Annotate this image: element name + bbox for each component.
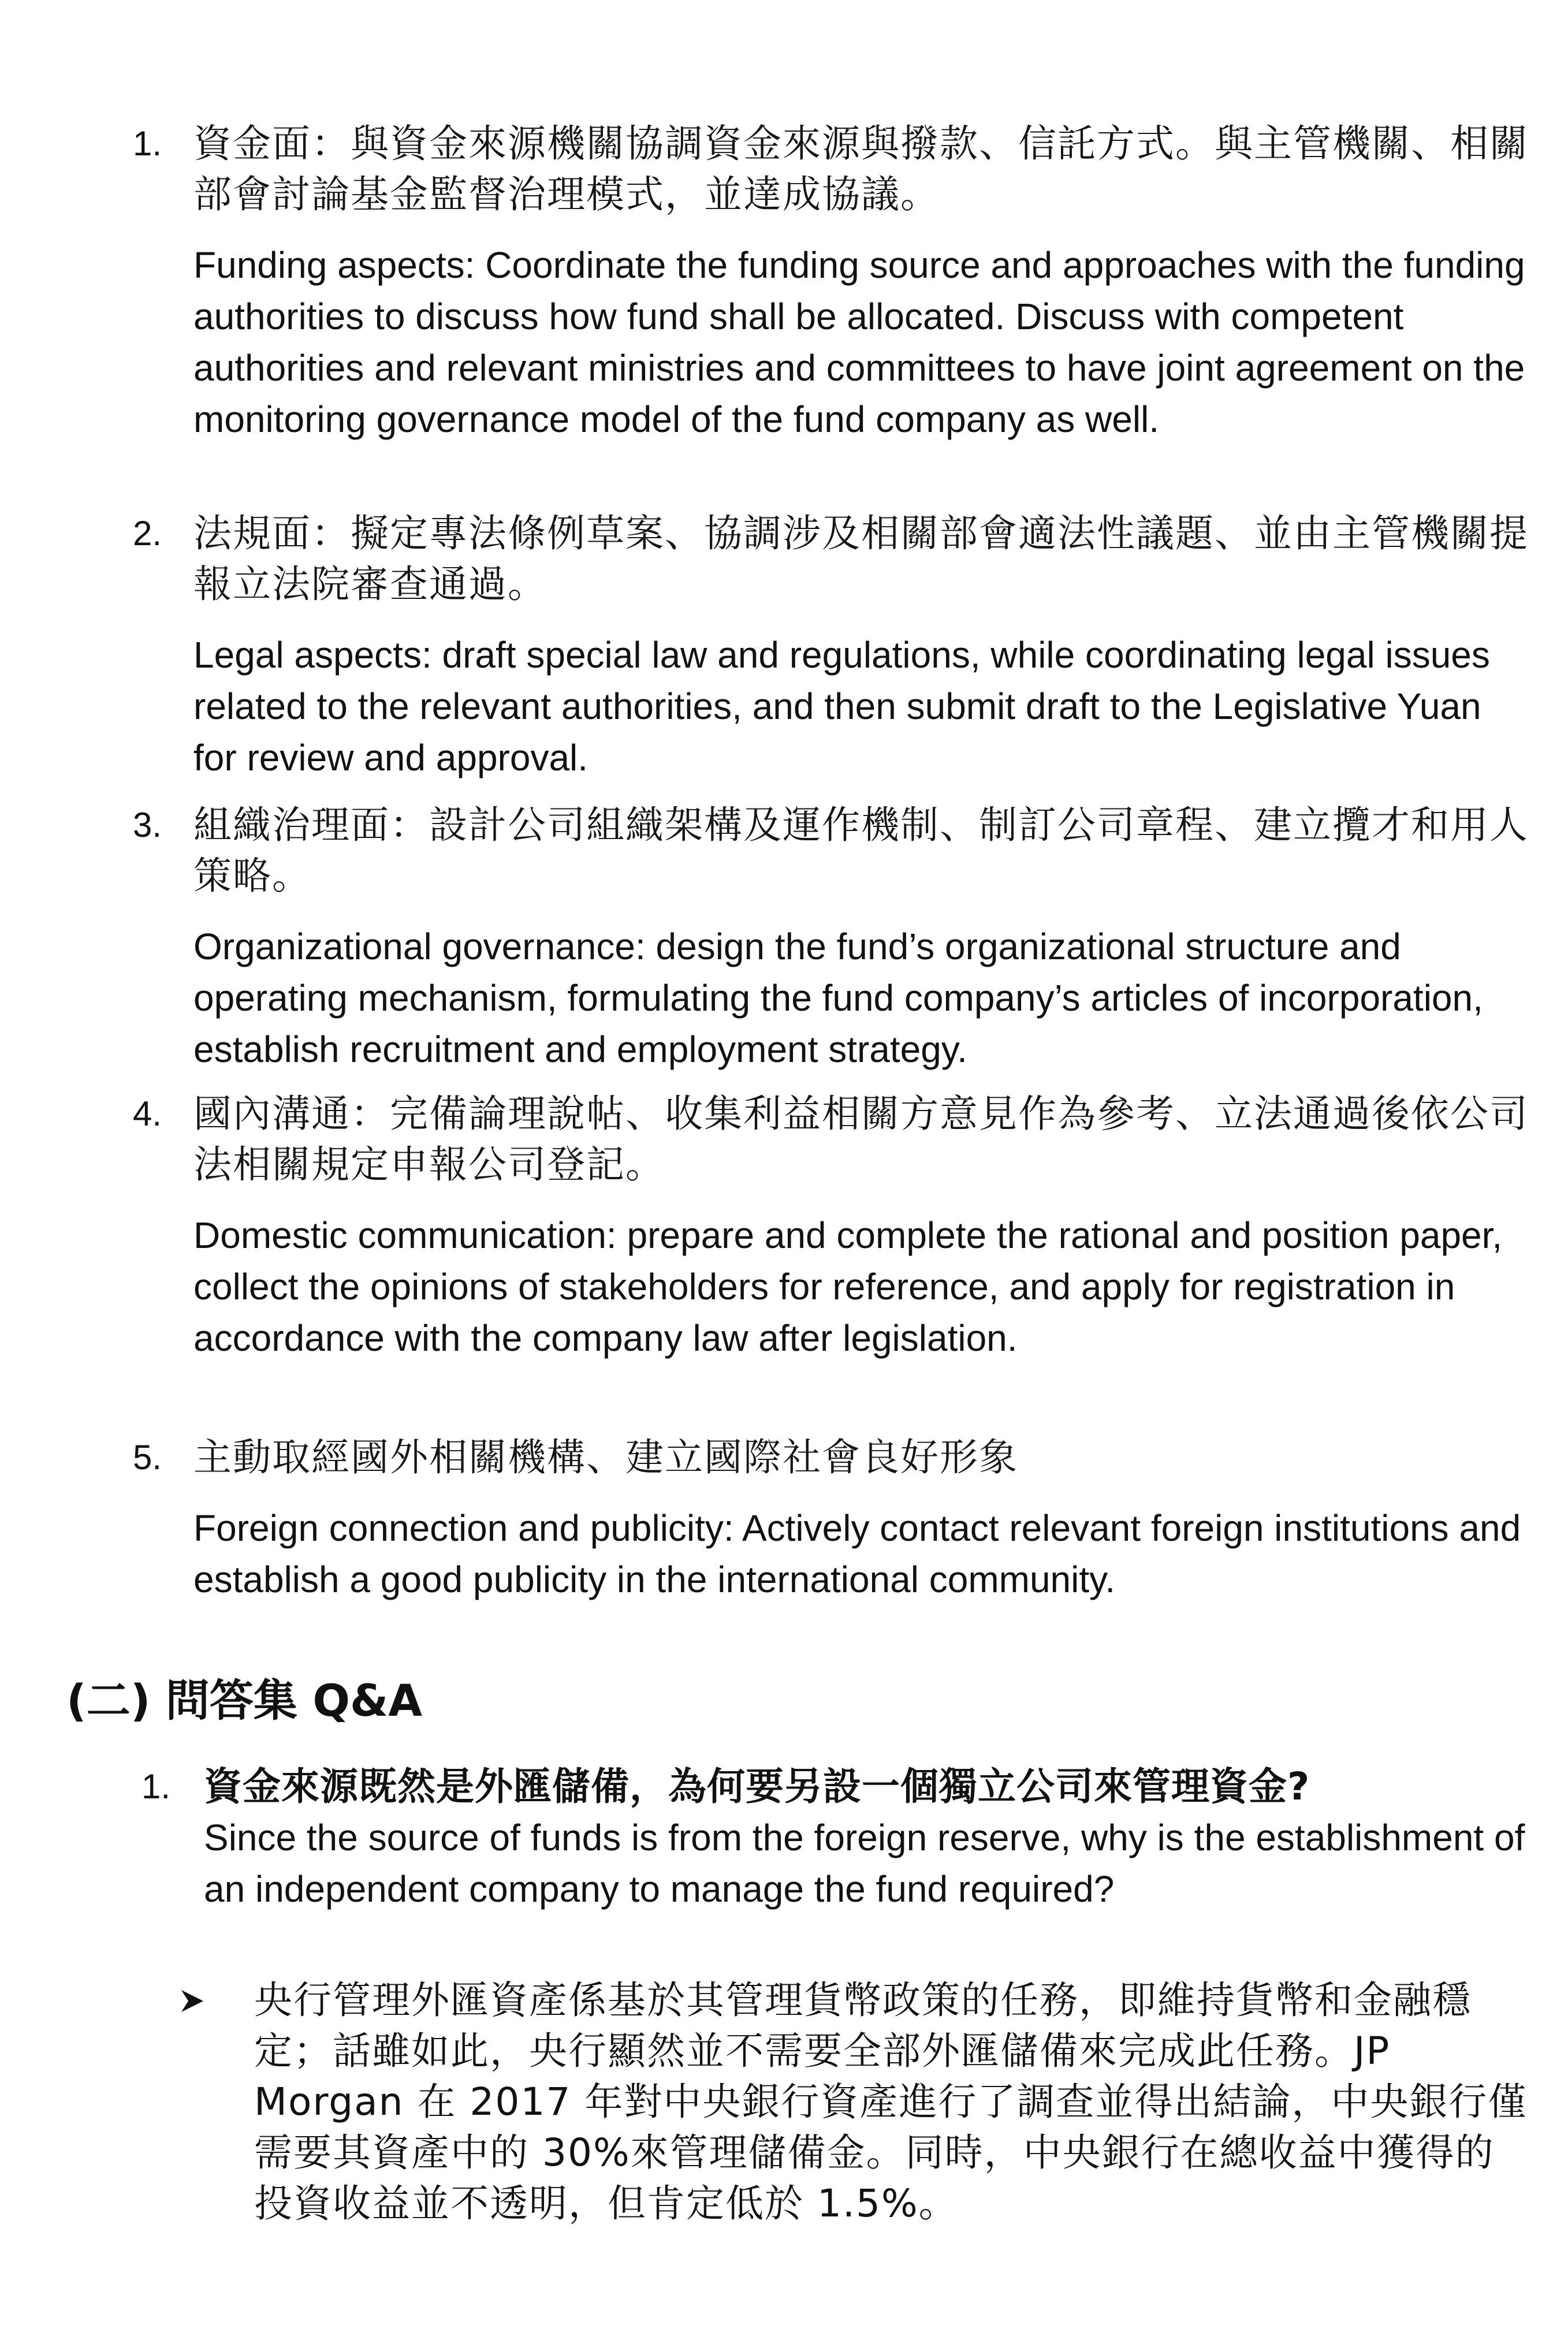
item-number: 2. xyxy=(133,514,162,553)
item-en-text: Legal aspects: draft special law and regulations, while coordinating legal issues related to the relevant authorities, and then submit draft to the Legislative Yuan for review and approval. xyxy=(193,634,1490,778)
question-en-text: Since the source of funds is from the foreign reserve, why is the establishment of an independent company to manage the fund required? xyxy=(204,1817,1525,1910)
item-number: 5. xyxy=(133,1438,162,1477)
item-number: 1. xyxy=(133,124,162,163)
qa-question xyxy=(141,1761,1539,1915)
list-item-legal xyxy=(133,508,1530,784)
item-zh-text: 資金面：與資金來源機關協調資金來源與撥款、信託方式。與主管機關、相關部會討論基金監督治理模式，並達成協議。 xyxy=(193,121,1529,217)
question-zh-text: 資金來源既然是外匯儲備，為何要另設一個獨立公司來管理資金? xyxy=(204,1764,1310,1809)
item-en-text: Domestic communication: prepare and complete the rational and position paper, collect the opinions of stakeholders for reference, and apply for registration in accordance with the company law after legislation. xyxy=(193,1214,1503,1359)
item-zh-text: 國內溝通：完備論理說帖、收集利益相關方意見作為參考、立法通過後依公司法相關規定申報公司登記。 xyxy=(193,1091,1529,1187)
answer-bullet xyxy=(179,1975,1530,2229)
answer-text: 央行管理外匯資產係基於其管理貨幣政策的任務，即維持貨幣和金融穩定；話雖如此，央行顯然並不需要全部外匯儲備來完成此任務。JP Morgan 在 2017 年對中央銀行資產進行了調查並得出結論，中央銀行僅需要其資產中的 30%來管理儲備金。同時，中央銀行在總收益中獲得的投資收益並不透明，但肯定低於 1.5%。 xyxy=(254,1978,1528,2226)
list-item-governance xyxy=(133,800,1530,1075)
item-zh-text: 主動取經國外相關機構、建立國際社會良好形象 xyxy=(193,1435,1018,1480)
item-en-text: Organizational governance: design the fund’s organizational structure and operating mechanism, formulating the fund company’s articles of incorporation, establish recruitment and employment strategy. xyxy=(193,926,1483,1070)
qa-section-heading: (二) 問答集 Q&A xyxy=(66,1675,423,1726)
list-item-funding xyxy=(133,118,1530,445)
item-en-text: Funding aspects: Coordinate the funding source and approaches with the funding authorities to discuss how fund shall be allocated. Discuss with competent authorities and relevant ministries and committees to have joint agreement on the monitoring governance model of the fund company as well. xyxy=(193,244,1525,440)
item-number: 4. xyxy=(133,1094,162,1133)
question-number: 1. xyxy=(141,1767,171,1806)
arrowhead-bullet-icon xyxy=(179,1988,206,2014)
item-number: 3. xyxy=(133,806,162,844)
item-en-text: Foreign connection and publicity: Actively contact relevant foreign institutions and establish a good publicity in the international community. xyxy=(193,1507,1521,1600)
item-zh-text: 組織治理面：設計公司組織架構及運作機制、制訂公司章程、建立攬才和用人策略。 xyxy=(193,803,1529,898)
item-zh-text: 法規面：擬定專法條例草案、協調涉及相關部會適法性議題、並由主管機關提報立法院審查通過。 xyxy=(193,511,1529,606)
list-item-foreign xyxy=(133,1432,1530,1605)
list-item-domestic xyxy=(133,1089,1530,1364)
